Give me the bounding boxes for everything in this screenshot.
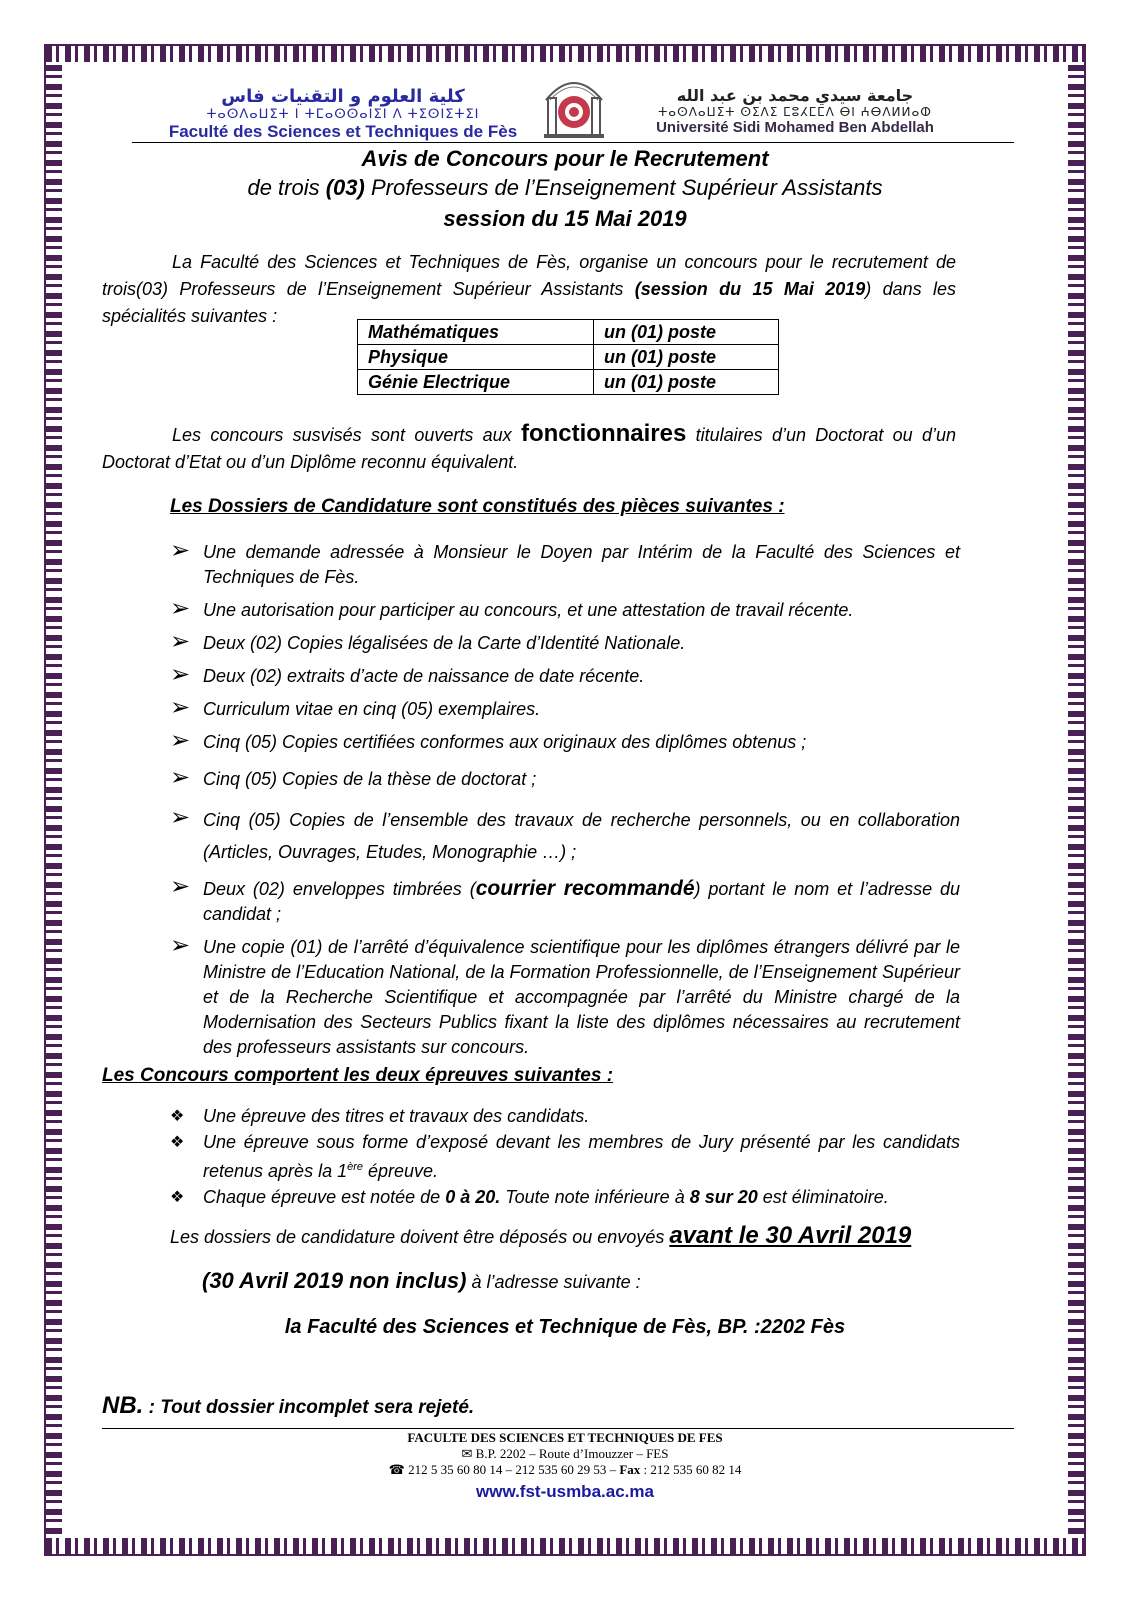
footer-institution: FACULTE DES SCIENCES ET TECHNIQUES DE FES: [407, 1430, 723, 1445]
list-item: ➢ Cinq (05) Copies de la thèse de doctorat ;: [170, 764, 537, 791]
list-item: ➢ Une autorisation pour participer au concours, et une attestation de travail récente.: [170, 595, 854, 622]
mail-icon: ✉: [461, 1446, 473, 1461]
dossier-list: [170, 537, 961, 1060]
list-item: ➢ Cinq (05) Copies certifiées conformes aux originaux des diplômes obtenus ;: [170, 727, 807, 754]
notice-subtitle: de trois (03) Professeurs de l’Enseignement Supérieur Assistants: [247, 175, 883, 200]
list-item: ➢ Une demande adressée à Monsieur le Doyen par Intérim de la Faculté des Sciences et Techniques de Fès.: [170, 537, 960, 587]
posts-table: [357, 319, 779, 395]
diamond-bullet-icon: ❖: [170, 1108, 185, 1125]
arrow-bullet-icon: ➢: [170, 694, 191, 721]
list-item: ❖ Chaque épreuve est notée de 0 à 20. Toute note inférieure à 8 sur 20 est éliminatoire.: [170, 1185, 960, 1210]
footer-address: ✉ B.P. 2202 – Route d’Imouzzer – FES: [461, 1446, 669, 1461]
list-item: ❖ Une épreuve sous forme d’exposé devant les membres de Jury présenté par les candidats retenus après la 1ère épreuve.: [170, 1132, 960, 1181]
notice-session: session du 15 Mai 2019: [443, 206, 687, 231]
faculty-name-arabic: كلية العلوم و التقنيات فاس: [221, 86, 465, 107]
university-header: [640, 86, 950, 136]
deadline-note: (30 Avril 2019 non inclus) à l’adresse suivante :: [202, 1268, 641, 1293]
intro-paragraph: La Faculté des Sciences et Techniques de Fès, organise un concours pour le recrutement de trois(03) Professeurs de l’Enseignement Supérieur Assistants (session du 15 Mai 2019) dans les spécialités suivantes :: [102, 252, 957, 326]
list-item: ➢ Cinq (05) Copies de l’ensemble des travaux de recherche personnels, ou en collaboration (Articles, Ouvrages, Etudes, Monographie …) ;: [170, 804, 960, 862]
submission-address: la Faculté des Sciences et Technique de Fès, BP. :2202 Fès: [284, 1316, 846, 1338]
posts-cell: un (01) poste: [594, 345, 779, 370]
specialty-cell: Génie Electrique: [358, 370, 594, 395]
list-item: ➢ Deux (02) enveloppes timbrées (courrier recommandé) portant le nom et l’adresse du candidat ;: [170, 873, 961, 924]
nb-note: NB. : Tout dossier incomplet sera rejeté.: [102, 1392, 475, 1419]
arrow-bullet-icon: ➢: [170, 661, 191, 688]
arrow-bullet-icon: ➢: [170, 628, 191, 655]
list-item: ❖ Une épreuve des titres et travaux des candidats.: [170, 1104, 960, 1129]
table-row: [358, 370, 779, 395]
specialty-cell: Physique: [358, 345, 594, 370]
posts-cell: un (01) poste: [594, 320, 779, 345]
deadline-date: avant le 30 Avril 2019: [669, 1222, 912, 1249]
footer-phone: ☎ 212 5 35 60 80 14 – 212 535 60 29 53 – Fax : 212 535 60 82 14: [388, 1462, 742, 1477]
arrow-bullet-icon: ➢: [170, 932, 191, 959]
faculty-name-french: Faculté des Sciences et Techniques de Fès: [168, 122, 518, 141]
dossier-heading: Les Dossiers de Candidature sont constitués des pièces suivantes :: [170, 496, 785, 517]
university-name-arabic: جامعة سيدي محمد بن عبد الله: [676, 86, 914, 105]
list-item: ➢ Une copie (01) de l’arrêté d’équivalence scientifique pour les diplômes étrangers délivré par le Ministre de l’Education National, de la Formation Professionnelle, de l’Enseignement Supérieur et de la Recherche Scientifique et accompagnée par l’arrêté du Ministre chargé de la Modernisation des Secteurs Publics fixant la liste des diplômes nécessaires au recrutement des professeurs assistants sur concours.: [170, 932, 960, 1057]
university-logo-icon: [540, 70, 608, 140]
arrow-bullet-icon: ➢: [170, 873, 191, 900]
arrow-bullet-icon: ➢: [170, 764, 191, 791]
posts-cell: un (01) poste: [594, 370, 779, 395]
epreuves-list: [170, 1104, 960, 1211]
table-row: [358, 345, 779, 370]
list-item: ➢ Curriculum vitae en cinq (05) exemplaires.: [170, 694, 541, 721]
university-name-tifinagh: ⵜⴰⵙⴷⴰⵡⵉⵜ ⵙⵉⴷⵉ ⵎⵓⵃⵎⵎⴷ ⴱⵏ ⵄⴱⴷⵍⵍⴰⵀ: [658, 105, 932, 119]
faculty-header: [168, 86, 518, 142]
header-divider: [132, 142, 1014, 143]
specialty-cell: Mathématiques: [358, 320, 594, 345]
list-item: ➢ Deux (02) Copies légalisées de la Carte d’Identité Nationale.: [170, 628, 686, 655]
list-item: ➢ Deux (02) extraits d’acte de naissance de date récente.: [170, 661, 645, 688]
arrow-bullet-icon: ➢: [170, 804, 191, 831]
diamond-bullet-icon: ❖: [170, 1189, 185, 1206]
arrow-bullet-icon: ➢: [170, 537, 191, 564]
diamond-bullet-icon: ❖: [170, 1134, 185, 1151]
arrow-bullet-icon: ➢: [170, 727, 191, 754]
eligibility-paragraph: Les concours susvisés sont ouverts aux fonctionnaires titulaires d’un Doctorat ou d’un Doctorat d’Etat ou d’un Diplôme reconnu équivalent.: [102, 420, 956, 472]
phone-icon: ☎: [388, 1462, 405, 1477]
footer-website-link[interactable]: www.fst-usmba.ac.ma: [476, 1482, 654, 1501]
notice-title: Avis de Concours pour le Recrutement: [361, 146, 769, 171]
faculty-name-tifinagh: ⵜⴰⵙⴷⴰⵡⵉⵜ ⵏ ⵜⵎⴰⵙⵙⴰⵏⵉⵏ ⴷ ⵜⵉⵙⵏⵉⵜⵉⵏ: [206, 107, 480, 122]
arrow-bullet-icon: ➢: [170, 595, 191, 622]
epreuves-heading: Les Concours comportent les deux épreuves suivantes :: [102, 1065, 614, 1086]
footer-divider: [102, 1428, 1014, 1429]
table-row: [358, 320, 779, 345]
deadline-paragraph: Les dossiers de candidature doivent être déposés ou envoyés avant le 30 Avril 2019: [170, 1222, 912, 1249]
university-name-french: Université Sidi Mohamed Ben Abdellah: [656, 119, 934, 136]
